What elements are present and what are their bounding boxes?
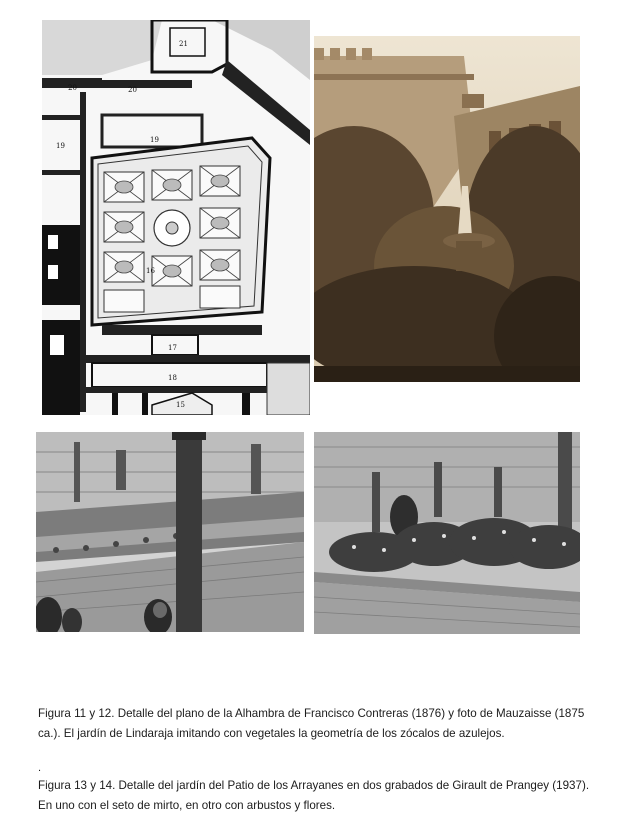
room-number: 16 [146, 267, 155, 275]
room-number: 18 [168, 374, 177, 382]
figure-11-plan [42, 20, 310, 415]
caption-separator: . [38, 762, 42, 774]
room-number: 21 [179, 40, 188, 48]
room-number: 4 [44, 260, 49, 268]
caption-figures-13-14: Figura 13 y 14. Detalle del jardín del Patio de los Arrayanes en dos grabados de Girault de Prangey (1937). En uno con el seto de mirto, en otro con arbustos y flores. [38, 779, 590, 812]
plan-drawing [42, 20, 310, 415]
caption-figures-11-12: Figura 11 y 12. Detalle del plano de la Alhambra de Francisco Contreras (1876) y foto de Mauzaisse (1875 ca.). El jardín de Lindaraja imitando con vegetales la geometría de los zócalos de azulejos. [38, 707, 585, 740]
figure-12-photo [314, 36, 580, 382]
engraving-14-drawing [314, 432, 580, 634]
figure-13-engraving [36, 432, 304, 632]
room-number: 19 [150, 136, 159, 144]
figure-14-engraving [314, 432, 580, 634]
room-number: 20 [128, 86, 137, 94]
room-number: 20 [68, 84, 77, 92]
engraving-13-drawing [36, 432, 304, 632]
room-number: 15 [176, 401, 185, 409]
photo-drawing [314, 36, 580, 382]
room-number: 17 [168, 344, 177, 352]
room-number: 19 [56, 142, 65, 150]
